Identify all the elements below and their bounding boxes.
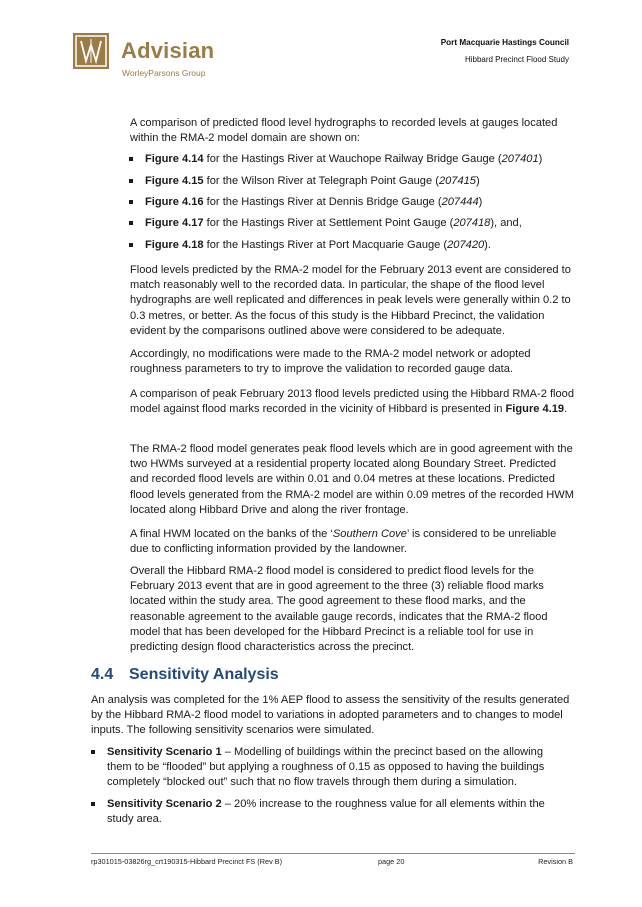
footer-divider <box>91 853 575 854</box>
list-item <box>91 797 575 829</box>
section-heading <box>91 666 279 684</box>
list-end: ). <box>484 239 491 251</box>
list-text: for the Wilson River at Telegraph Point Gauge ( <box>203 175 439 187</box>
list-end: ), and, <box>490 217 522 229</box>
scenario-name: Sensitivity Scenario 1 <box>107 746 222 758</box>
gauge-number: 207444 <box>441 196 479 208</box>
bullet-icon <box>129 243 133 247</box>
header-right <box>441 38 569 64</box>
list-text: for the Hastings River at Wauchope Railway Bridge Gauge ( <box>203 153 502 165</box>
advisian-logo-icon <box>73 33 109 69</box>
bullet-icon <box>91 802 95 806</box>
overall-paragraph: Overall the Hibbard RMA-2 flood model is considered to predict flood levels for the February 2013 event that are in good agreement to the three (3) reliable flood marks located within the study area. The good agreement to these flood marks, and the reasonable agreement to the available gauge records, indicates that the RMA-2 flood model that has been developed for the Hibbard Precinct is a reliable tool for use in predicting design flood characteristics across the precinct. <box>130 565 548 654</box>
list-end: ) <box>478 196 483 208</box>
gauge-number: 207418 <box>453 217 491 229</box>
comparison-paragraph <box>130 387 575 417</box>
figure-ref: Figure 4.18 <box>145 239 204 251</box>
intro-paragraph: A comparison of predicted flood level hydrographs to recorded levels at gauges located within the RMA-2 model domain are shown on: <box>130 117 558 145</box>
figure-ref: Figure 4.16 <box>145 196 204 208</box>
section-number: 4.4 <box>91 666 114 683</box>
list-end: ) <box>538 153 543 165</box>
bullet-icon <box>91 750 95 754</box>
scenario-text: – 20% increase to the roughness value for all elements within the study area. <box>107 798 545 826</box>
hwm-paragraph: The RMA-2 flood model generates peak flood levels which are in good agreement with the two HWMs surveyed at a residential property located along Boundary Street. Predicted and recorded flood levels are within 0.01 and 0.04 metres at these locations. Predicted flood levels generated from the RMA-2 model are within 0.09 metres of the recorded HWM located along Hibbard Drive and along the river frontage. <box>130 443 574 516</box>
brand-name: Advisian <box>121 38 215 63</box>
bullet-icon <box>129 200 133 204</box>
modifications-paragraph: Accordingly, no modifications were made to the RMA-2 model network or adopted roughness parameters to try to improve the validation to recorded gauge data. <box>130 348 531 376</box>
list-text: for the Hastings River at Port Macquarie Gauge ( <box>203 239 448 251</box>
southern-cove-paragraph <box>130 527 575 557</box>
list-end: ) <box>475 175 480 187</box>
bullet-icon <box>129 221 133 225</box>
sensitivity-intro-paragraph: An analysis was completed for the 1% AEP flood to assess the sensitivity of the results generated by the Hibbard RMA-2 flood model to variations in adopted parameters and to changes to model inputs. The following sensitivity scenarios were simulated. <box>91 694 570 737</box>
footer-revision: Revision B <box>538 857 573 866</box>
sc-text-b: ’ is considered to be unreliable due to conflicting information provided by the landowner. <box>130 528 557 556</box>
figure-ref: Figure 4.19 <box>505 403 565 416</box>
section-title: Sensitivity Analysis <box>129 666 279 683</box>
comparison-end: . <box>564 403 568 416</box>
gauge-number: 207420 <box>447 239 485 251</box>
footer-page-number: page 20 <box>378 857 405 866</box>
scenario-name: Sensitivity Scenario 2 <box>107 798 222 810</box>
gauge-number: 207401 <box>501 153 539 165</box>
list-item <box>91 745 575 793</box>
figure-ref: Figure 4.17 <box>145 217 204 229</box>
bullet-icon <box>129 179 133 183</box>
bullet-icon <box>129 157 133 161</box>
scenario-text: – Modelling of buildings within the precinct based on the allowing them to be “flooded” but applying a roughness of 0.15 as opposed to having the buildings completely “blocked out” such that no flow travels through them during a simulation. <box>107 746 545 789</box>
gauge-number: 207415 <box>438 175 476 187</box>
figure-ref: Figure 4.15 <box>145 175 204 187</box>
footer-file-ref: rp301015-03826rg_crt190315-Hibbard Precinct FS (Rev B) <box>91 857 283 866</box>
organisation-name: Port Macquarie Hastings Council <box>440 38 569 47</box>
sc-emphasis: Southern Cove <box>332 528 407 540</box>
document-title: Hibbard Precinct Flood Study <box>464 55 569 64</box>
list-text: for the Hastings River at Dennis Bridge Gauge ( <box>203 196 442 208</box>
brand-subtitle: WorleyParsons Group <box>122 68 206 78</box>
validation-paragraph: Flood levels predicted by the RMA-2 model for the February 2013 event are considered to match reasonably well to the recorded data. In particular, the shape of the flood level hydrographs are well replicated and differences in peak levels were generally within 0.2 to 0.3 metres, or better. As the focus of this study is the Hibbard Precinct, the validation evident by the comparisons outlined above were considered to be adequate. <box>130 264 571 337</box>
comparison-text: A comparison of peak February 2013 flood levels predicted using the Hibbard RMA-2 flood model against flood marks recorded in the vicinity of Hibbard is presented in <box>130 388 574 416</box>
list-text: for the Hastings River at Settlement Point Gauge ( <box>203 217 454 229</box>
sc-text-a: A final HWM located on the banks of the ‘ <box>130 528 333 540</box>
figure-ref: Figure 4.14 <box>145 153 204 165</box>
